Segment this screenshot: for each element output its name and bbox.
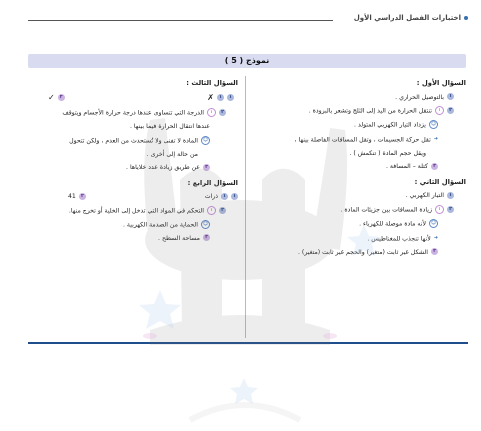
answer-text: التحكم في المواد التي تدخل إلى الخلية أو تخرج منها. [68, 207, 204, 214]
answer-row [28, 122, 238, 133]
answer-text: عن طريق زيادة عدد خلاياها . [126, 164, 200, 171]
number-2-icon: ٢ [219, 207, 226, 214]
answer-row [28, 163, 238, 174]
answer-row [251, 248, 466, 259]
answer-pair-row [28, 192, 238, 203]
question-3-title: السؤال الثالث : [186, 79, 238, 87]
answer-row [28, 136, 238, 147]
pair-item-1 [205, 192, 238, 203]
number-2-icon: ٢ [219, 109, 226, 116]
answer-text: لأنها تنجذب للمغناطيس . [367, 235, 431, 242]
answer-text: لأنه مادة موصلة للكهرباء . [359, 220, 426, 228]
answer-text: من حالة إلى أخرى . [146, 150, 198, 158]
tf-item-2 [48, 93, 65, 105]
smile-icon: ☺ [202, 136, 209, 143]
answer-text: الدرجة التي تتساوى عندها درجة حرارة الأجسام ويتوقف [62, 109, 204, 117]
column-divider [245, 76, 246, 338]
bullet-icon [464, 16, 468, 20]
answer-text: مساحة السطح . [158, 234, 200, 242]
number-1-icon: ١ [231, 193, 238, 200]
number-1-icon: ١ [447, 192, 454, 199]
header-title [354, 14, 468, 22]
smile-icon: ☺ [430, 219, 437, 226]
answer-text: الشكل غير ثابت (متغير) والحجم غير ثابت (متغير) . [297, 248, 428, 256]
answer-text: ذرات [204, 193, 218, 200]
answer-text: التيار الكهربي . [405, 192, 444, 200]
number-3-icon: ٣ [431, 163, 438, 170]
number-3-icon: ٣ [203, 234, 210, 241]
answer-row [251, 162, 466, 173]
tf-item-1 [207, 93, 234, 105]
number-1-icon: ١ [447, 93, 454, 100]
answer-row [28, 150, 238, 161]
answer-text: المادة لا تفنى ولا تُستحدث من العدم ، ولكن تتحول [69, 137, 198, 144]
number-3-icon: ٣ [203, 164, 210, 171]
number-3-icon: ٣ [431, 248, 438, 255]
number-2-icon: ٢ [79, 193, 86, 200]
answer-row [251, 233, 466, 245]
answer-text: ويقل حجم المادة ( تنكمش ) . [349, 149, 426, 157]
answer-text: الحماية من الصدمة الكهربية . [122, 221, 198, 228]
answer-text: 41 [68, 193, 76, 200]
answer-row [28, 206, 238, 217]
cross-icon: ✗ [207, 92, 214, 102]
right-column [251, 76, 466, 261]
answer-text: زيادة المسافات بين جزيئات المادة . [340, 206, 432, 214]
answer-text: تنتقل الحرارة من اليد إلى الثلج وتشعر بالبرودة . [308, 107, 432, 115]
question-4-title: السؤال الرابع : [187, 178, 238, 187]
number-1-icon: ١ [217, 94, 224, 101]
answer-text: يزداد التيار الكهربي المتولد . [354, 121, 426, 129]
pair-item-2 [68, 192, 86, 203]
circle-1-icon: ١ [435, 205, 444, 214]
answer-row [28, 108, 238, 119]
number-2-icon: ٢ [447, 206, 454, 213]
header [28, 14, 468, 28]
answer-row [251, 120, 466, 131]
left-column [28, 76, 238, 247]
circle-1-icon: ١ [207, 108, 216, 117]
answer-row [251, 149, 466, 160]
arrow-icon: ➜ [433, 136, 438, 142]
arrow-icon: ➜ [433, 234, 438, 241]
header-title-text: اختبارات الفصل الدراسي الأول [353, 14, 461, 22]
number-1-icon: ١ [221, 193, 228, 200]
answer-text: عندها انتقال الحرارة فيما بينها . [129, 123, 210, 130]
answer-row [251, 191, 466, 202]
answer-row [28, 234, 238, 245]
question-1-title: السؤال الأول : [416, 79, 466, 87]
answer-text: تقل حركة الجسيمات ، وتقل المسافات الفاصلة بينها ، [294, 136, 431, 144]
circle-1-icon: ١ [435, 106, 444, 115]
number-2-icon: ٢ [58, 94, 65, 101]
answer-text: بالتوصيل الحراري . [395, 93, 444, 101]
answer-row [251, 106, 466, 117]
answer-row [251, 219, 466, 230]
model-title: نموذج ( 5 ) [28, 54, 466, 68]
true-false-row [28, 93, 238, 105]
bottom-rule [28, 342, 468, 344]
answer-row [251, 93, 466, 104]
answer-row [251, 205, 466, 216]
header-rule [28, 20, 333, 21]
check-icon: ✓ [48, 92, 55, 102]
answer-row [251, 134, 466, 146]
answer-row [28, 220, 238, 231]
smile-icon: ☺ [202, 220, 209, 227]
smile-icon: ☺ [430, 121, 437, 127]
answer-text: كتلة – المسافة . [385, 163, 428, 171]
circle-1-icon: ١ [207, 206, 216, 215]
number-1-icon: ١ [227, 94, 234, 101]
number-2-icon: ٢ [447, 107, 454, 114]
question-2-title: السؤال الثاني : [414, 177, 466, 186]
